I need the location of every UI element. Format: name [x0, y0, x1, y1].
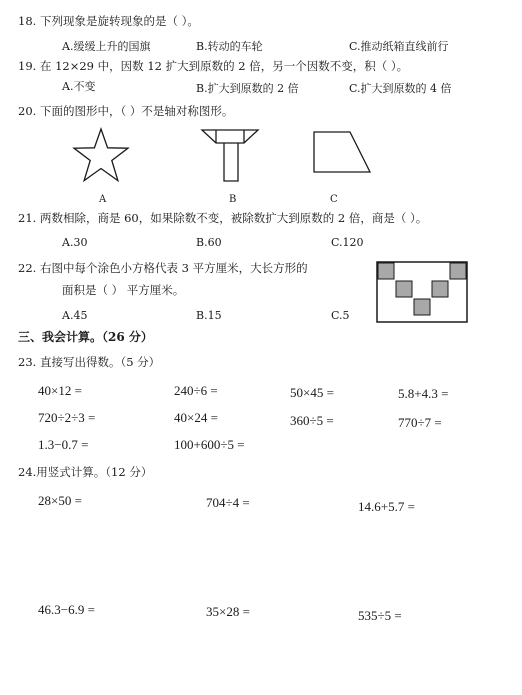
q23-item: 5.8+4.3 =: [398, 386, 449, 401]
q19-stem: 19. 在 12×29 中，因数 12 扩大到原数的 2 倍，另一个因数不变，积（ ）。: [18, 59, 409, 73]
shaded-square: [378, 263, 394, 279]
q18-option-a: A.缓缓上升的国旗: [62, 40, 151, 53]
shaded-square: [414, 299, 430, 315]
q24-item: 28×50 =: [38, 493, 82, 508]
q23-item: 40×24 =: [174, 410, 218, 425]
shaded-square: [450, 263, 466, 279]
q23-item: 240÷6 =: [174, 383, 218, 398]
q24-stem: 24.用竖式计算。（12 分）: [18, 465, 153, 479]
q24-item: 704÷4 =: [206, 495, 250, 510]
figure-c-trapezoid: [312, 130, 372, 174]
q23-item: 1.3−0.7 =: [38, 437, 89, 452]
figure-c-label: C: [330, 194, 338, 205]
q21-option-a: A.30: [62, 236, 88, 249]
q23-stem: 23. 直接写出得数。（5 分）: [18, 355, 161, 369]
q20-stem: 20. 下面的图形中，（ ）不是轴对称图形。: [18, 104, 234, 118]
figure-a-label: A: [99, 194, 107, 205]
figure-a-star: [72, 128, 130, 184]
shaded-square: [432, 281, 448, 297]
q23-item: 40×12 =: [38, 383, 82, 398]
q24-item: 535÷5 =: [358, 608, 402, 623]
q19-option-c: C.扩大到原数的 4 倍: [349, 82, 452, 95]
q22-stem-line1: 22. 右图中每个涂色小方格代表 3 平方厘米，大长方形的: [18, 261, 308, 275]
q21-option-c: C.120: [331, 236, 364, 249]
q23-item: 360÷5 =: [290, 413, 334, 428]
shaded-square: [396, 281, 412, 297]
area-grid-figure: [375, 260, 469, 326]
q21-stem: 21. 两数相除，商是 60，如果除数不变，被除数扩大到原数的 2 倍，商是（ ）。: [18, 211, 428, 225]
q19-option-b: B.扩大到原数的 2 倍: [196, 82, 299, 95]
section-3-heading: 三、我会计算。（26 分）: [18, 330, 153, 344]
q23-item: 770÷7 =: [398, 415, 442, 430]
q18-option-c: C.推动纸箱直线前行: [349, 40, 449, 53]
q24-item: 46.3−6.9 =: [38, 602, 95, 617]
q22-option-b: B.15: [196, 309, 222, 322]
q22-option-a: A.45: [62, 309, 88, 322]
q23-item: 100+600÷5 =: [174, 437, 245, 452]
q22-stem-line2: 面积是（ ） 平方厘米。: [62, 283, 185, 297]
figure-b-shape: [200, 128, 260, 184]
q19-option-a: A.不变: [62, 80, 96, 93]
q18-stem: 18. 下列现象是旋转现象的是（ ）。: [18, 14, 199, 28]
q23-item: 50×45 =: [290, 385, 334, 400]
q23-item: 720÷2÷3 =: [38, 410, 96, 425]
q24-item: 35×28 =: [206, 604, 250, 619]
q22-option-c: C.5: [331, 309, 350, 322]
q18-option-b: B.转动的车轮: [196, 40, 263, 53]
q21-option-b: B.60: [196, 236, 222, 249]
q24-item: 14.6+5.7 =: [358, 499, 415, 514]
figure-b-label: B: [229, 194, 237, 205]
